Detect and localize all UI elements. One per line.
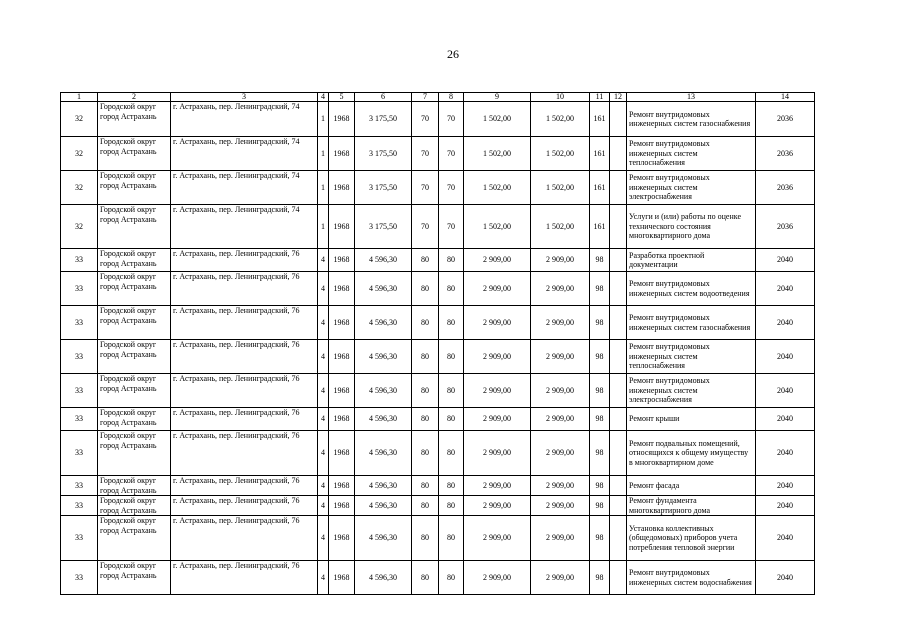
cell-cost-total: 2 909,00 [531, 374, 590, 408]
cell-address: г. Астрахань, пер. Ленинградский, 74 [171, 102, 318, 137]
cell-col-11: 161 [590, 205, 610, 249]
cell-col-12 [610, 431, 627, 476]
column-number-12: 12 [610, 93, 627, 102]
cell-col-11: 98 [590, 431, 610, 476]
cell-total-area: 4 596,30 [355, 496, 412, 516]
column-number-2: 2 [98, 93, 171, 102]
cell-col-8: 80 [439, 516, 464, 561]
cell-year-built: 1968 [329, 249, 355, 272]
cell-work-type: Ремонт внутридомовых инженерных систем электроснабжения [627, 171, 756, 205]
cell-col-8: 80 [439, 408, 464, 431]
cell-year-built: 1968 [329, 496, 355, 516]
cell-item-number: 33 [61, 249, 98, 272]
cell-total-area: 4 596,30 [355, 431, 412, 476]
cell-address: г. Астрахань, пер. Ленинградский, 76 [171, 340, 318, 374]
cell-year-built: 1968 [329, 102, 355, 137]
cell-cost-total: 1 502,00 [531, 205, 590, 249]
cell-col-8: 70 [439, 102, 464, 137]
cell-cost-value: 1 502,00 [464, 137, 531, 171]
cell-col-11: 98 [590, 272, 610, 306]
cell-cost-total: 2 909,00 [531, 306, 590, 340]
cell-col-11: 98 [590, 306, 610, 340]
cell-year-built: 1968 [329, 272, 355, 306]
cell-cost-total: 2 909,00 [531, 561, 590, 595]
column-number-11: 11 [590, 93, 610, 102]
cell-planned-year: 2036 [756, 205, 815, 249]
cell-cost-total: 2 909,00 [531, 340, 590, 374]
cell-item-number: 33 [61, 272, 98, 306]
cell-planned-year: 2040 [756, 561, 815, 595]
table-row [61, 516, 815, 561]
cell-total-area: 4 596,30 [355, 561, 412, 595]
table-row [61, 171, 815, 205]
cell-item-number: 33 [61, 340, 98, 374]
cell-total-area: 4 596,30 [355, 340, 412, 374]
column-number-8: 8 [439, 93, 464, 102]
cell-col-12 [610, 306, 627, 340]
cell-year-built: 1968 [329, 561, 355, 595]
cell-col-8: 70 [439, 137, 464, 171]
cell-col-11: 161 [590, 102, 610, 137]
cell-item-number: 33 [61, 408, 98, 431]
cell-total-area: 4 596,30 [355, 374, 412, 408]
cell-col-11: 161 [590, 171, 610, 205]
cell-col-12 [610, 137, 627, 171]
cell-col-12 [610, 102, 627, 137]
cell-year-built: 1968 [329, 408, 355, 431]
cell-col-8: 80 [439, 496, 464, 516]
cell-cost-value: 2 909,00 [464, 340, 531, 374]
cell-col-8: 80 [439, 561, 464, 595]
cell-total-area: 4 596,30 [355, 272, 412, 306]
cell-col-7: 80 [412, 431, 439, 476]
cell-total-area: 3 175,50 [355, 102, 412, 137]
cell-col-12 [610, 476, 627, 496]
cell-cost-total: 2 909,00 [531, 516, 590, 561]
cell-total-area: 3 175,50 [355, 137, 412, 171]
cell-col-8: 80 [439, 476, 464, 496]
cell-col-11: 98 [590, 340, 610, 374]
cell-planned-year: 2036 [756, 102, 815, 137]
cell-municipality: Городской округ город Астрахань [98, 306, 171, 340]
cell-col-7: 80 [412, 249, 439, 272]
cell-cost-total: 1 502,00 [531, 102, 590, 137]
cell-col-12 [610, 272, 627, 306]
cell-cost-value: 2 909,00 [464, 306, 531, 340]
cell-col-7: 80 [412, 496, 439, 516]
cell-cost-total: 2 909,00 [531, 496, 590, 516]
cell-col-7: 80 [412, 408, 439, 431]
repair-program-table [60, 92, 815, 595]
cell-total-area: 3 175,50 [355, 171, 412, 205]
cell-municipality: Городской округ город Астрахань [98, 374, 171, 408]
cell-item-number: 32 [61, 205, 98, 249]
column-number-10: 10 [531, 93, 590, 102]
table-row [61, 374, 815, 408]
cell-planned-year: 2040 [756, 408, 815, 431]
cell-item-number: 33 [61, 496, 98, 516]
table-row [61, 561, 815, 595]
cell-col-11: 98 [590, 408, 610, 431]
cell-address: г. Астрахань, пер. Ленинградский, 76 [171, 476, 318, 496]
cell-col-7: 80 [412, 561, 439, 595]
cell-total-area: 4 596,30 [355, 249, 412, 272]
cell-col-7: 70 [412, 171, 439, 205]
cell-address: г. Астрахань, пер. Ленинградский, 76 [171, 272, 318, 306]
cell-cost-value: 2 909,00 [464, 272, 531, 306]
cell-col-4: 4 [318, 496, 329, 516]
table-row [61, 306, 815, 340]
cell-item-number: 32 [61, 102, 98, 137]
cell-col-4: 1 [318, 137, 329, 171]
cell-item-number: 32 [61, 137, 98, 171]
cell-work-type: Ремонт внутридомовых инженерных систем водоснабжения [627, 561, 756, 595]
cell-total-area: 3 175,50 [355, 205, 412, 249]
cell-cost-value: 2 909,00 [464, 374, 531, 408]
cell-address: г. Астрахань, пер. Ленинградский, 74 [171, 137, 318, 171]
cell-address: г. Астрахань, пер. Ленинградский, 76 [171, 306, 318, 340]
cell-item-number: 33 [61, 561, 98, 595]
cell-address: г. Астрахань, пер. Ленинградский, 76 [171, 374, 318, 408]
cell-col-4: 4 [318, 476, 329, 496]
cell-cost-value: 2 909,00 [464, 516, 531, 561]
cell-work-type: Ремонт фасада [627, 476, 756, 496]
cell-col-8: 80 [439, 340, 464, 374]
cell-cost-total: 2 909,00 [531, 272, 590, 306]
cell-col-7: 80 [412, 374, 439, 408]
cell-address: г. Астрахань, пер. Ленинградский, 74 [171, 205, 318, 249]
column-number-7: 7 [412, 93, 439, 102]
cell-municipality: Городской округ город Астрахань [98, 431, 171, 476]
cell-col-8: 80 [439, 431, 464, 476]
cell-municipality: Городской округ город Астрахань [98, 272, 171, 306]
cell-col-7: 70 [412, 137, 439, 171]
cell-work-type: Разработка проектной документации [627, 249, 756, 272]
cell-total-area: 4 596,30 [355, 476, 412, 496]
cell-address: г. Астрахань, пер. Ленинградский, 76 [171, 408, 318, 431]
cell-col-4: 4 [318, 408, 329, 431]
cell-municipality: Городской округ город Астрахань [98, 496, 171, 516]
cell-planned-year: 2040 [756, 431, 815, 476]
cell-col-12 [610, 171, 627, 205]
cell-address: г. Астрахань, пер. Ленинградский, 76 [171, 561, 318, 595]
cell-cost-total: 1 502,00 [531, 171, 590, 205]
cell-col-4: 4 [318, 306, 329, 340]
cell-item-number: 33 [61, 476, 98, 496]
cell-work-type: Ремонт фундамента многоквартирного дома [627, 496, 756, 516]
column-number-13: 13 [627, 93, 756, 102]
cell-item-number: 33 [61, 516, 98, 561]
cell-col-7: 80 [412, 272, 439, 306]
cell-item-number: 33 [61, 431, 98, 476]
cell-col-4: 4 [318, 340, 329, 374]
cell-col-11: 98 [590, 516, 610, 561]
cell-cost-total: 2 909,00 [531, 476, 590, 496]
cell-year-built: 1968 [329, 306, 355, 340]
table-row [61, 496, 815, 516]
cell-year-built: 1968 [329, 516, 355, 561]
cell-col-11: 161 [590, 137, 610, 171]
cell-col-11: 98 [590, 561, 610, 595]
cell-work-type: Ремонт крыши [627, 408, 756, 431]
table-row [61, 205, 815, 249]
cell-planned-year: 2040 [756, 272, 815, 306]
cell-col-7: 80 [412, 516, 439, 561]
cell-item-number: 33 [61, 374, 98, 408]
table-row [61, 431, 815, 476]
cell-col-4: 4 [318, 374, 329, 408]
cell-work-type: Услуги и (или) работы по оценке технического состояния многоквартирного дома [627, 205, 756, 249]
table-row [61, 476, 815, 496]
cell-year-built: 1968 [329, 137, 355, 171]
cell-cost-value: 2 909,00 [464, 431, 531, 476]
cell-cost-total: 2 909,00 [531, 249, 590, 272]
cell-planned-year: 2036 [756, 137, 815, 171]
cell-cost-value: 2 909,00 [464, 496, 531, 516]
cell-planned-year: 2040 [756, 374, 815, 408]
cell-col-11: 98 [590, 476, 610, 496]
cell-col-4: 4 [318, 272, 329, 306]
cell-cost-value: 2 909,00 [464, 408, 531, 431]
cell-year-built: 1968 [329, 374, 355, 408]
cell-year-built: 1968 [329, 340, 355, 374]
cell-municipality: Городской округ город Астрахань [98, 340, 171, 374]
column-number-6: 6 [355, 93, 412, 102]
page-number: 26 [447, 47, 459, 61]
cell-planned-year: 2040 [756, 249, 815, 272]
cell-address: г. Астрахань, пер. Ленинградский, 74 [171, 171, 318, 205]
cell-work-type: Ремонт внутридомовых инженерных систем электроснабжения [627, 374, 756, 408]
cell-col-8: 70 [439, 171, 464, 205]
cell-municipality: Городской округ город Астрахань [98, 205, 171, 249]
cell-cost-value: 2 909,00 [464, 249, 531, 272]
cell-col-4: 4 [318, 561, 329, 595]
cell-cost-total: 1 502,00 [531, 137, 590, 171]
cell-col-12 [610, 516, 627, 561]
table-row [61, 408, 815, 431]
cell-work-type: Ремонт внутридомовых инженерных систем теплоснабжения [627, 137, 756, 171]
cell-municipality: Городской округ город Астрахань [98, 408, 171, 431]
cell-col-11: 98 [590, 374, 610, 408]
cell-municipality: Городской округ город Астрахань [98, 102, 171, 137]
cell-col-4: 4 [318, 516, 329, 561]
cell-col-4: 4 [318, 249, 329, 272]
cell-col-12 [610, 340, 627, 374]
cell-work-type: Ремонт внутридомовых инженерных систем теплоснабжения [627, 340, 756, 374]
cell-municipality: Городской округ город Астрахань [98, 137, 171, 171]
cell-total-area: 4 596,30 [355, 516, 412, 561]
column-number-1: 1 [61, 93, 98, 102]
cell-cost-value: 2 909,00 [464, 561, 531, 595]
cell-total-area: 4 596,30 [355, 306, 412, 340]
cell-col-8: 80 [439, 306, 464, 340]
cell-address: г. Астрахань, пер. Ленинградский, 76 [171, 496, 318, 516]
cell-work-type: Установка коллективных (общедомовых) приборов учета потребления тепловой энергии [627, 516, 756, 561]
cell-col-4: 1 [318, 102, 329, 137]
table-row [61, 340, 815, 374]
cell-municipality: Городской округ город Астрахань [98, 476, 171, 496]
cell-work-type: Ремонт внутридомовых инженерных систем газоснабжения [627, 102, 756, 137]
cell-col-8: 70 [439, 205, 464, 249]
table-row [61, 137, 815, 171]
cell-item-number: 32 [61, 171, 98, 205]
cell-col-11: 98 [590, 249, 610, 272]
cell-col-8: 80 [439, 249, 464, 272]
cell-municipality: Городской округ город Астрахань [98, 561, 171, 595]
cell-cost-total: 2 909,00 [531, 408, 590, 431]
cell-cost-value: 1 502,00 [464, 171, 531, 205]
column-number-row [61, 93, 815, 102]
cell-col-7: 80 [412, 476, 439, 496]
cell-col-12 [610, 374, 627, 408]
cell-col-12 [610, 205, 627, 249]
cell-year-built: 1968 [329, 205, 355, 249]
cell-planned-year: 2040 [756, 476, 815, 496]
cell-year-built: 1968 [329, 476, 355, 496]
table-row [61, 272, 815, 306]
cell-col-12 [610, 561, 627, 595]
cell-cost-total: 2 909,00 [531, 431, 590, 476]
cell-address: г. Астрахань, пер. Ленинградский, 76 [171, 249, 318, 272]
cell-col-7: 70 [412, 205, 439, 249]
table-row [61, 249, 815, 272]
column-number-14: 14 [756, 93, 815, 102]
column-number-3: 3 [171, 93, 318, 102]
cell-work-type: Ремонт внутридомовых инженерных систем водоотведения [627, 272, 756, 306]
cell-col-12 [610, 408, 627, 431]
cell-planned-year: 2040 [756, 496, 815, 516]
cell-municipality: Городской округ город Астрахань [98, 249, 171, 272]
cell-col-4: 1 [318, 205, 329, 249]
cell-col-7: 80 [412, 306, 439, 340]
cell-total-area: 4 596,30 [355, 408, 412, 431]
cell-col-8: 80 [439, 272, 464, 306]
cell-planned-year: 2040 [756, 516, 815, 561]
cell-col-11: 98 [590, 496, 610, 516]
column-number-5: 5 [329, 93, 355, 102]
cell-planned-year: 2036 [756, 171, 815, 205]
cell-cost-value: 1 502,00 [464, 102, 531, 137]
cell-cost-value: 1 502,00 [464, 205, 531, 249]
cell-col-7: 70 [412, 102, 439, 137]
cell-col-12 [610, 249, 627, 272]
cell-col-12 [610, 496, 627, 516]
cell-year-built: 1968 [329, 431, 355, 476]
column-number-4: 4 [318, 93, 329, 102]
cell-address: г. Астрахань, пер. Ленинградский, 76 [171, 431, 318, 476]
column-number-9: 9 [464, 93, 531, 102]
cell-work-type: Ремонт подвальных помещений, относящихся к общему имуществу в многоквартирном доме [627, 431, 756, 476]
cell-col-4: 4 [318, 431, 329, 476]
cell-planned-year: 2040 [756, 340, 815, 374]
cell-year-built: 1968 [329, 171, 355, 205]
cell-municipality: Городской округ город Астрахань [98, 516, 171, 561]
table-row [61, 102, 815, 137]
cell-cost-value: 2 909,00 [464, 476, 531, 496]
cell-col-7: 80 [412, 340, 439, 374]
cell-col-8: 80 [439, 374, 464, 408]
cell-work-type: Ремонт внутридомовых инженерных систем газоснабжения [627, 306, 756, 340]
cell-address: г. Астрахань, пер. Ленинградский, 76 [171, 516, 318, 561]
cell-col-4: 1 [318, 171, 329, 205]
cell-planned-year: 2040 [756, 306, 815, 340]
cell-municipality: Городской округ город Астрахань [98, 171, 171, 205]
cell-item-number: 33 [61, 306, 98, 340]
